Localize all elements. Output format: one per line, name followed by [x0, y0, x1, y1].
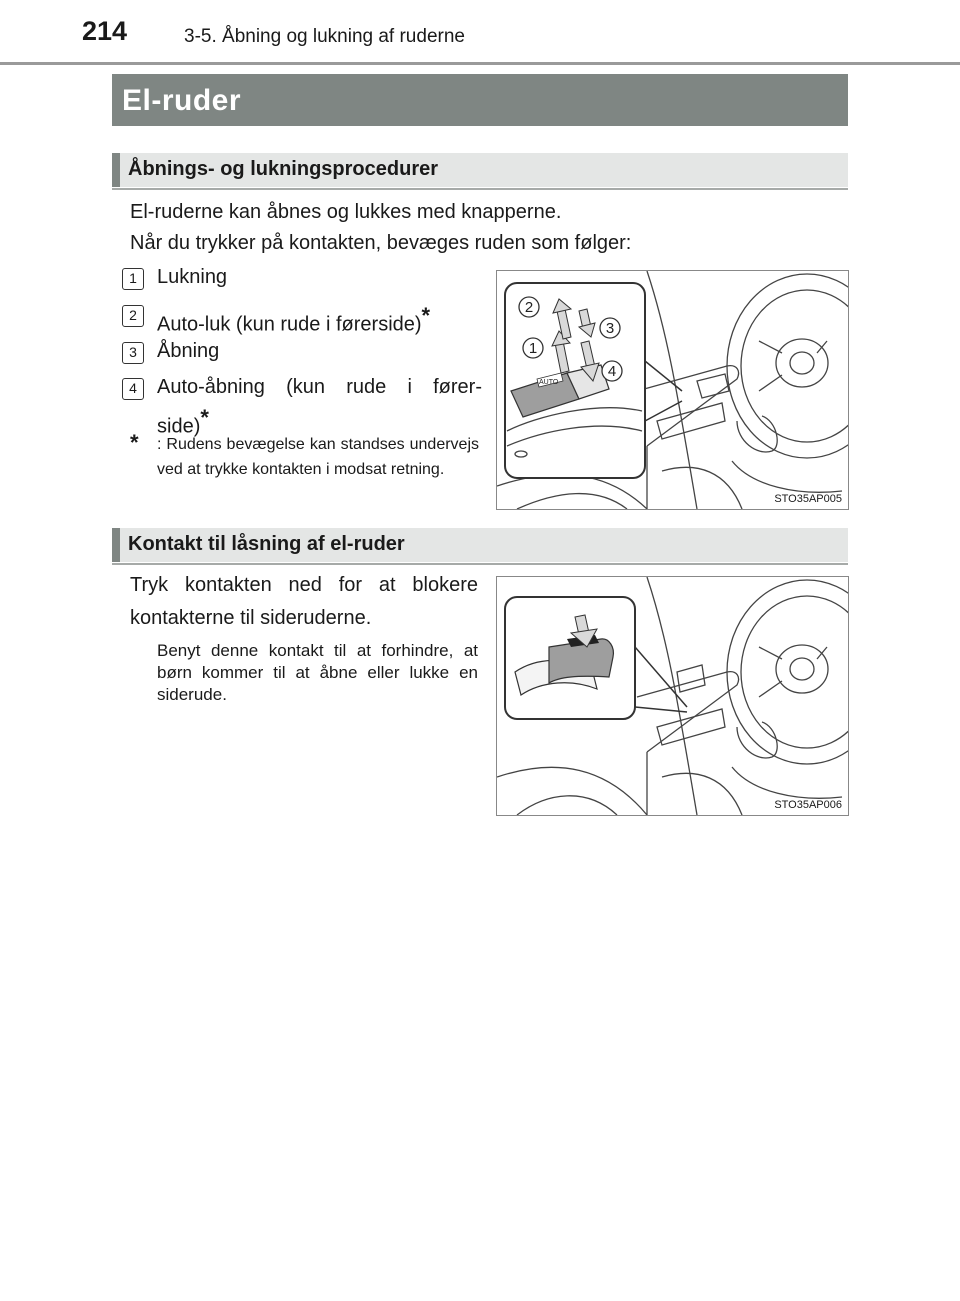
list-item-label: Lukning	[157, 266, 228, 288]
intro-line-2: Når du trykker på kontakten, bevæges ruden som følger:	[130, 232, 632, 254]
list-item-label: Auto-åbning (kun rude i fører-	[157, 376, 482, 398]
header-rule	[0, 62, 960, 65]
section-path: 3-5. Åbning og lukning af ruderne	[184, 26, 465, 47]
list-item-auto-open	[122, 376, 482, 436]
list-item-label: side)	[157, 415, 201, 438]
list-item-label: Auto-luk (kun rude i førerside)	[157, 313, 422, 336]
chapter-title: El-ruder	[112, 74, 848, 126]
auto-switch-label: AUTO	[539, 379, 559, 386]
intro-line-1: El-ruderne kan åbnes og lukkes med knapperne.	[130, 201, 562, 223]
asterisk-mark: *	[421, 303, 431, 328]
figure-code: STO35AP006	[774, 799, 842, 811]
item-number-badge: 1	[122, 268, 144, 290]
callout-4: 4	[607, 363, 617, 380]
list-item-opening	[122, 340, 482, 364]
lock-switch-illustration	[497, 577, 848, 815]
section-heading-lock-switch: Kontakt til låsning af el-ruder	[112, 528, 848, 562]
list-item-label: Åbning	[157, 340, 220, 362]
item-number-badge: 4	[122, 378, 144, 400]
page-number: 214	[82, 16, 128, 46]
callout-3: 3	[605, 320, 615, 337]
figure-code: STO35AP005	[774, 493, 842, 505]
lock-switch-text: Tryk kontakten ned for at blokere kontakterne til sideruderne.	[130, 574, 478, 629]
list-item-auto-close	[122, 303, 482, 336]
lock-switch-note: Benyt denne kontakt til at forhindre, at børn kommer til at åbne eller lukke en siderude.	[157, 641, 478, 704]
callout-2: 2	[524, 299, 534, 316]
asterisk-mark: *	[200, 405, 209, 430]
footnote-text: : Rudens bevægelse kan standses undervejs ved at trykke kontakten i modsat retning.	[157, 436, 479, 478]
list-item-label-wrap	[157, 303, 430, 337]
item-number-badge: 2	[122, 305, 144, 327]
callout-1: 1	[528, 340, 538, 357]
lock-switch-figure	[496, 576, 849, 816]
window-switch-illustration	[497, 271, 848, 509]
footnote-mark: *	[130, 430, 139, 455]
window-switch-figure	[496, 270, 849, 510]
item-number-badge: 3	[122, 342, 144, 364]
section-heading-procedures: Åbnings- og lukningsprocedurer	[112, 153, 848, 187]
list-item-closing	[122, 266, 482, 290]
